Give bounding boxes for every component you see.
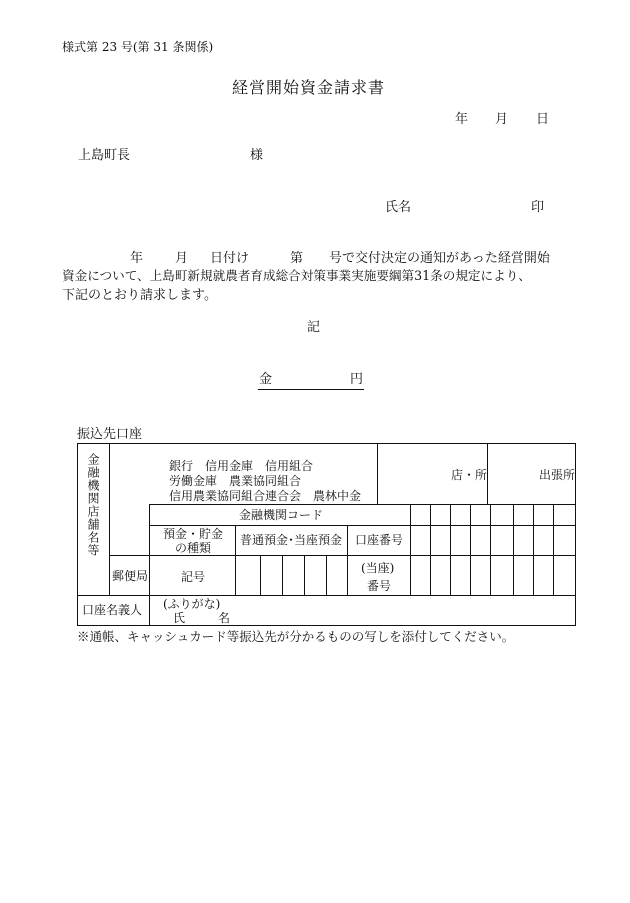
institution-types-line2: 労働金庫 農業協同組合	[169, 474, 302, 488]
date-month: 月	[495, 112, 509, 127]
name-label-right: 名	[218, 611, 231, 625]
sub-branch-label: 出張所	[539, 468, 576, 482]
transfer-label: 振込先口座	[77, 427, 143, 442]
deposit-type-label-1: 預金・貯金	[163, 527, 224, 541]
applicant-seal: 印	[531, 200, 545, 215]
date-day: 日	[536, 112, 550, 127]
attachment-note: ※通帳、キャッシュカード等振込先が分かるものの写しを添付してください。	[77, 629, 515, 644]
amount-kin: 金	[259, 372, 273, 387]
branch-label: 店・所	[451, 468, 488, 482]
document-title: 経営開始資金請求書	[232, 78, 386, 97]
date-year: 年	[455, 112, 469, 127]
body-year: 年	[130, 251, 144, 266]
institution-types-line3: 信用農業協同組合連合会 農林中金	[169, 489, 362, 503]
institution-vertical-label: 金融機関店舗名等	[86, 453, 100, 557]
post-office-label: 郵便局	[112, 569, 149, 583]
addressee-name: 上島町長	[78, 148, 131, 163]
body-line1-rest: 号で交付決定の通知があった経営開始	[329, 251, 550, 266]
body-line3: 下記のとおり請求します。	[62, 288, 217, 303]
current-account-label-2: 番号	[367, 579, 392, 593]
symbol-label: 記号	[181, 570, 206, 584]
body-line2: 資金について、上島町新規就農者育成総合対策事業実施要綱第31条の規定により、	[62, 268, 531, 283]
account-holder-label: 口座名義人	[82, 603, 143, 617]
body-no-prefix: 第	[290, 251, 304, 266]
body-month: 月	[175, 251, 189, 266]
institution-types-line1: 銀行 信用金庫 信用組合	[169, 459, 314, 473]
amount-yen: 円	[350, 372, 364, 387]
deposit-type-label-2: の種類	[175, 541, 212, 555]
institution-code-label: 金融機関コード	[239, 508, 324, 522]
current-account-label-1: (当座)	[361, 561, 395, 575]
form-number: 様式第 23 号(第 31 条関係)	[62, 40, 214, 54]
ki-label: 記	[307, 320, 321, 335]
applicant-name-label: 氏名	[385, 200, 412, 215]
transfer-account-table	[77, 443, 577, 626]
addressee-honorific: 様	[250, 148, 264, 163]
deposit-type-value: 普通預金･当座預金	[240, 533, 343, 547]
body-dated: 日付け	[210, 251, 250, 266]
furigana-label: (ふりがな)	[163, 597, 221, 611]
account-number-label: 口座番号	[355, 533, 404, 547]
name-label-left: 氏	[173, 611, 186, 625]
amount-line	[258, 373, 364, 390]
